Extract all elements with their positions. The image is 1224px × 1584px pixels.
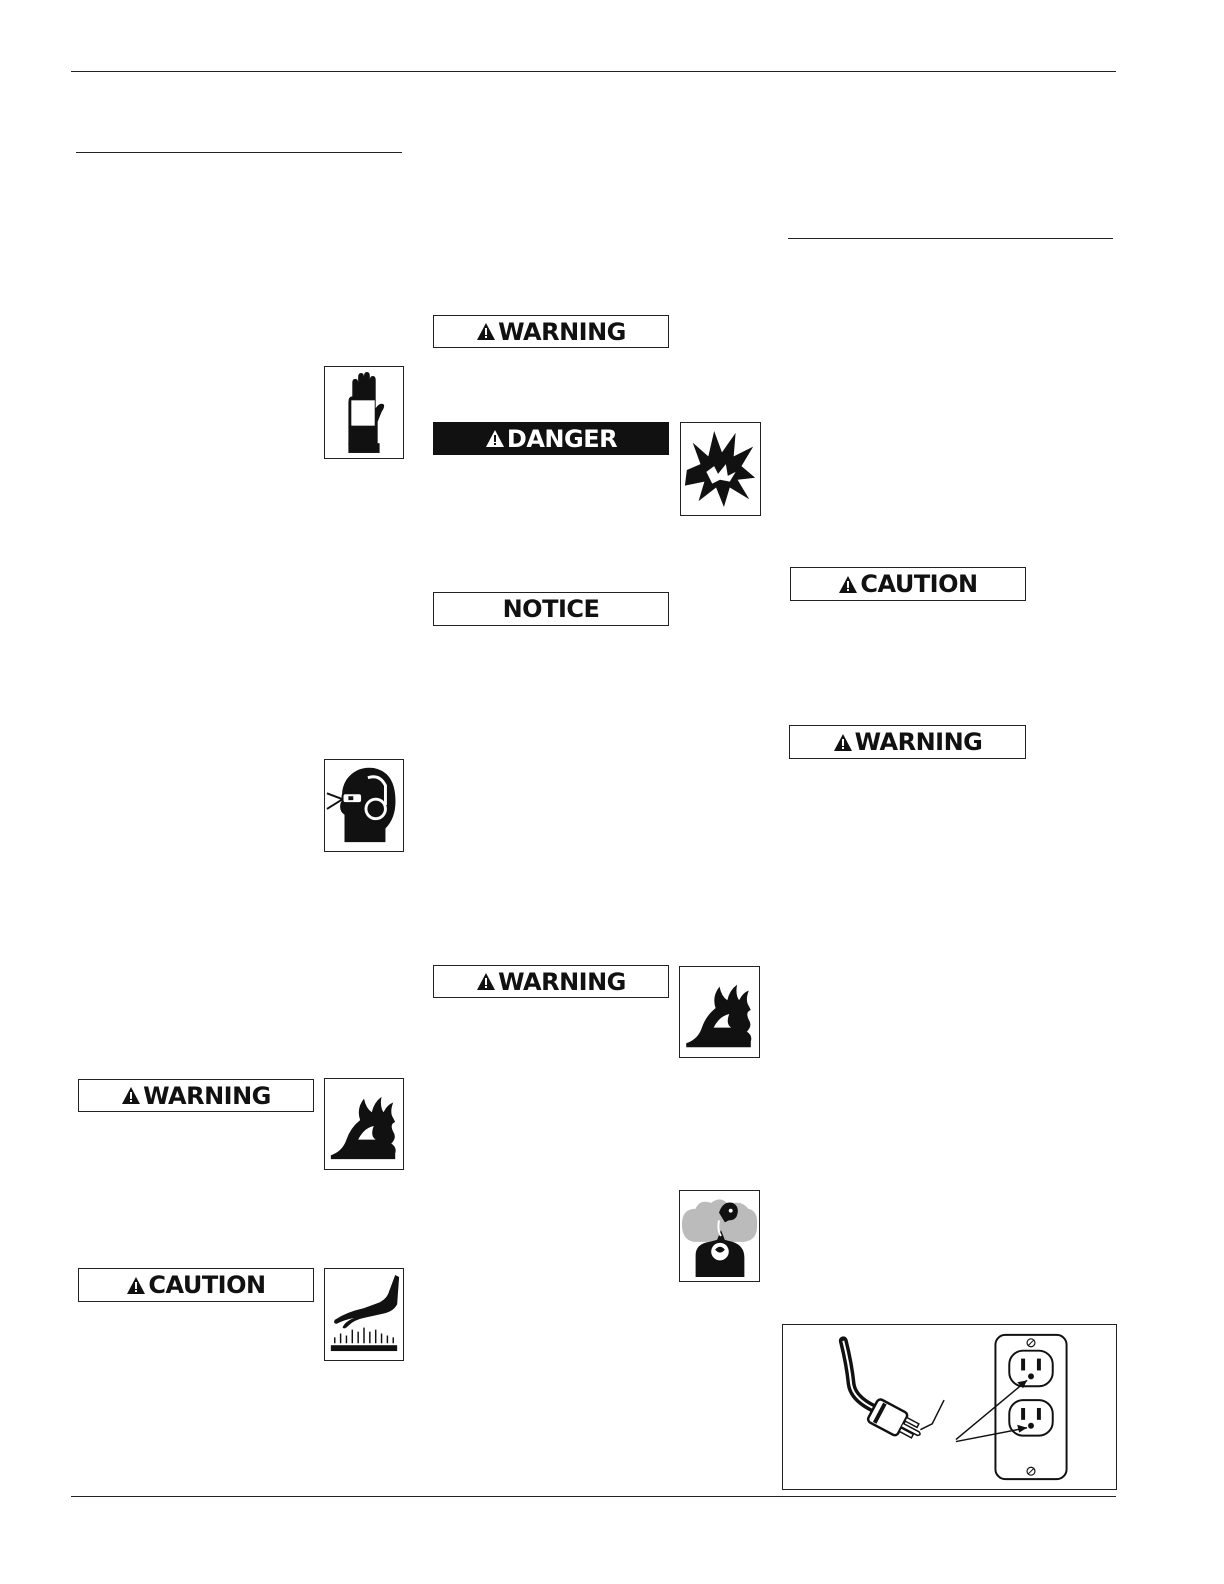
warning-label-text: WARNING [498,967,626,996]
danger-label-text: DANGER [506,424,618,453]
warning-label-mid-2 [433,965,669,998]
section-rule-left [76,152,402,153]
explosion-pictogram [680,422,761,516]
glove-icon [325,367,403,458]
explosion-icon [681,423,760,515]
caution-label-text: CAUTION [860,570,978,598]
alert-triangle-icon [833,733,853,752]
plug-icon [867,1398,926,1446]
caution-label-left [78,1268,314,1302]
eye-ear-protection-icon [325,760,403,851]
alert-triangle-icon [121,1086,141,1105]
warning-label-text: WARNING [143,1081,271,1110]
footer-rule [71,1496,1116,1497]
alert-triangle-icon [476,322,496,341]
section-rule-right [788,238,1113,239]
toxic-fumes-icon [680,1191,759,1281]
header-rule [71,71,1116,72]
eye-ear-protection-pictogram [324,759,404,852]
warning-label-text: WARNING [498,317,626,346]
toxic-fumes-pictogram [679,1190,760,1282]
caution-label-right [790,567,1026,601]
grounded-plug-figure [782,1324,1117,1490]
outlet-icon [995,1335,1066,1479]
fire-icon [680,967,759,1057]
warning-label-right [789,725,1026,759]
alert-triangle-icon [838,575,858,594]
hot-surface-pictogram [324,1268,404,1361]
fire-pictogram-left [324,1078,404,1170]
warning-label-left [78,1079,314,1112]
plug-and-outlet-illustration [783,1325,1116,1489]
hot-surface-icon [325,1269,403,1360]
warning-label-mid-1 [433,315,669,348]
danger-label [433,422,669,455]
warning-label-text: WARNING [854,728,983,756]
alert-triangle-icon [126,1276,146,1295]
glove-pictogram [324,366,404,459]
fire-icon [325,1079,403,1169]
alert-triangle-icon [485,429,505,448]
notice-label-text: NOTICE [502,595,600,623]
fire-pictogram-mid [679,966,760,1058]
notice-label [433,592,669,626]
alert-triangle-icon [476,972,496,991]
caution-label-text: CAUTION [148,1271,266,1299]
